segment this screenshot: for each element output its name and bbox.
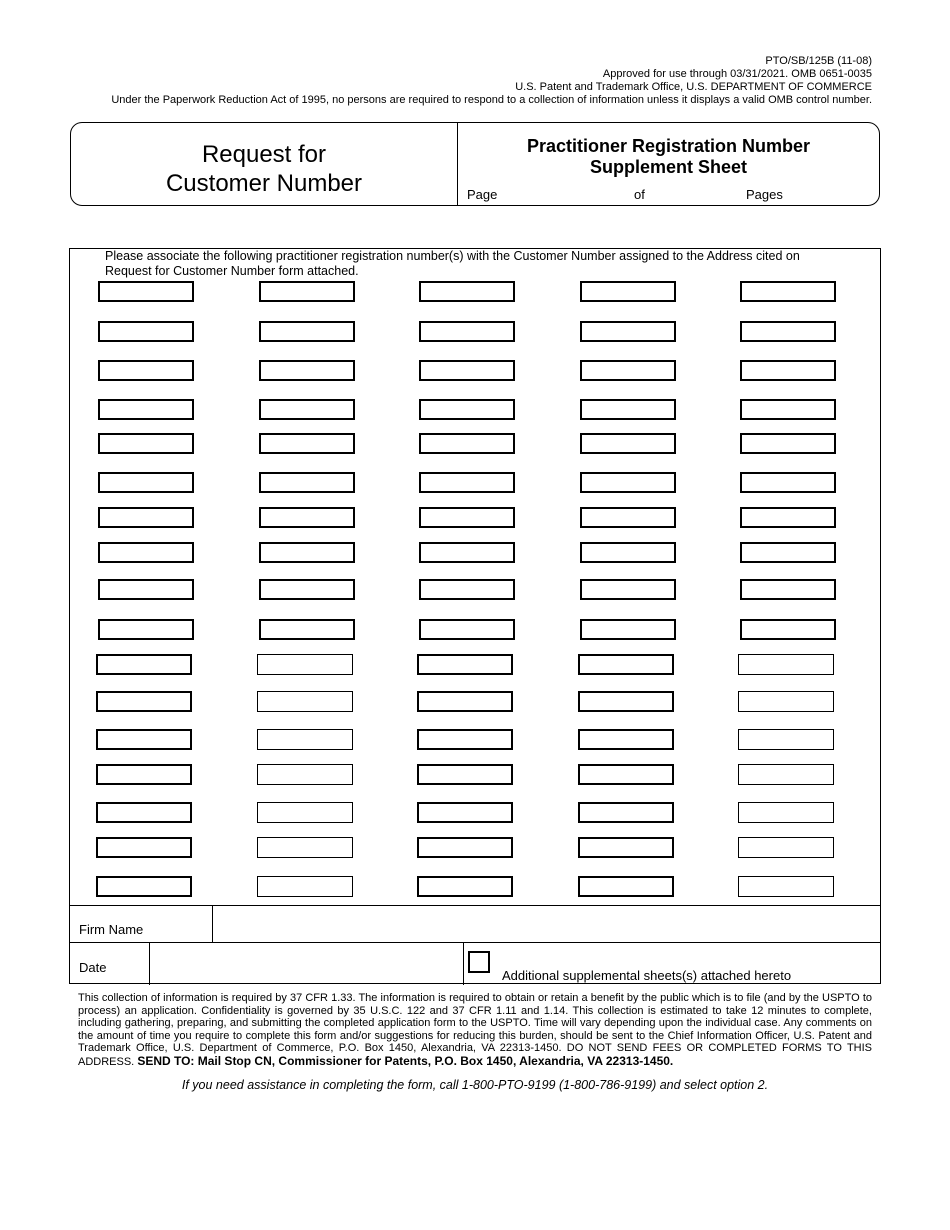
registration-number-input[interactable] <box>740 472 836 493</box>
divider <box>463 943 464 985</box>
paperwork-notice: Under the Paperwork Reduction Act of 1995, no persons are required to respond to a collection of information unless it displays a valid OMB control number. <box>111 94 872 106</box>
date-row <box>70 942 880 984</box>
firm-name-label: Firm Name <box>79 922 144 937</box>
registration-number-input[interactable] <box>738 837 834 858</box>
registration-number-input[interactable] <box>419 321 515 342</box>
registration-number-input[interactable] <box>259 433 355 454</box>
registration-number-input[interactable] <box>578 802 674 823</box>
registration-number-input[interactable] <box>740 507 836 528</box>
registration-number-input[interactable] <box>580 281 676 302</box>
registration-number-input[interactable] <box>417 764 513 785</box>
registration-number-input[interactable] <box>96 764 192 785</box>
registration-number-input[interactable] <box>96 802 192 823</box>
title-left-panel <box>71 123 458 205</box>
registration-number-input[interactable] <box>580 619 676 640</box>
burden-text: This collection of information is required by 37 CFR 1.33. The information is required to obtain or retain a benefit by the public which is to file (and by the USPTO to process) an application. Confidentiality is governed by 35 U.S.C. 122 and 37 CFR 1.11 and 1.14. This collection is estimated to take 12 minutes to complete, including gathering, preparing, and submitting the completed application form to the USPTO. Time will vary depending upon the individual case. Any comments on the amount of time you require to complete this form and/or suggestions for reducing this burden, should be sent to the Chief Information Officer, U.S. Patent and Trademark Office, U.S. Department of Commerce, P.O. Box 1450, Alexandria, VA 22313-1450. DO NOT SEND FEES OR COMPLETED FORMS TO THIS ADDRESS. <box>78 992 872 1068</box>
registration-number-input[interactable] <box>419 472 515 493</box>
registration-number-input[interactable] <box>98 542 194 563</box>
registration-number-input[interactable] <box>419 507 515 528</box>
registration-number-input[interactable] <box>259 619 355 640</box>
form-title <box>71 140 457 198</box>
firm-name-input[interactable] <box>213 907 880 942</box>
registration-number-input[interactable] <box>259 472 355 493</box>
agency-text: U.S. Patent and Trademark Office, U.S. DEPARTMENT OF COMMERCE <box>515 81 872 93</box>
registration-number-input[interactable] <box>419 399 515 420</box>
registration-number-input[interactable] <box>578 837 674 858</box>
title-box <box>70 122 880 206</box>
registration-number-input[interactable] <box>738 654 834 675</box>
registration-number-input[interactable] <box>259 399 355 420</box>
registration-number-input[interactable] <box>578 691 674 712</box>
registration-number-input[interactable] <box>740 619 836 640</box>
registration-number-input[interactable] <box>580 542 676 563</box>
registration-number-input[interactable] <box>740 321 836 342</box>
pages-label: Pages <box>746 187 783 202</box>
registration-number-input[interactable] <box>259 579 355 600</box>
registration-number-input[interactable] <box>98 507 194 528</box>
form-title-line1: Request for <box>201 141 327 168</box>
registration-number-input[interactable] <box>417 654 513 675</box>
registration-number-input[interactable] <box>98 399 194 420</box>
registration-number-input[interactable] <box>578 729 674 750</box>
additional-sheets-checkbox[interactable] <box>468 951 490 973</box>
registration-number-input[interactable] <box>257 729 353 750</box>
registration-number-input[interactable] <box>417 691 513 712</box>
registration-number-input[interactable] <box>98 321 194 342</box>
registration-number-input[interactable] <box>259 321 355 342</box>
assistance-text: If you need assistance in completing the form, call 1-800-PTO-9199 (1-800-786-9199) and select option 2. <box>181 1078 769 1092</box>
registration-number-input[interactable] <box>580 472 676 493</box>
registration-number-input[interactable] <box>740 579 836 600</box>
registration-number-input[interactable] <box>419 542 515 563</box>
sheet-title-line2: Supplement Sheet <box>589 157 748 177</box>
sheet-title-line1: Practitioner Registration Number <box>526 136 811 156</box>
registration-number-input[interactable] <box>740 399 836 420</box>
registration-number-input[interactable] <box>417 837 513 858</box>
registration-number-input[interactable] <box>419 360 515 381</box>
registration-number-input[interactable] <box>738 729 834 750</box>
registration-number-input[interactable] <box>419 281 515 302</box>
registration-number-input[interactable] <box>578 654 674 675</box>
form-title-line2: Customer Number <box>165 170 363 197</box>
registration-number-input[interactable] <box>419 433 515 454</box>
registration-number-input[interactable] <box>580 399 676 420</box>
registration-number-input[interactable] <box>738 802 834 823</box>
registration-grid-section <box>69 248 881 984</box>
registration-number-input[interactable] <box>259 542 355 563</box>
registration-number-input[interactable] <box>580 433 676 454</box>
burden-statement <box>78 992 872 1069</box>
registration-number-input[interactable] <box>417 729 513 750</box>
of-label: of <box>634 187 645 202</box>
registration-number-input[interactable] <box>580 321 676 342</box>
send-to-text: SEND TO: Mail Stop CN, Commissioner for Patents, P.O. Box 1450, Alexandria, VA 22313-1450. <box>137 1053 674 1068</box>
registration-number-input[interactable] <box>96 691 192 712</box>
registration-number-input[interactable] <box>738 876 834 897</box>
registration-number-input[interactable] <box>419 579 515 600</box>
registration-number-input[interactable] <box>578 764 674 785</box>
registration-number-input[interactable] <box>96 729 192 750</box>
registration-number-input[interactable] <box>417 802 513 823</box>
registration-number-input[interactable] <box>98 281 194 302</box>
page-label: Page <box>467 187 498 202</box>
registration-number-input[interactable] <box>259 360 355 381</box>
registration-number-input[interactable] <box>98 579 194 600</box>
registration-number-input[interactable] <box>96 654 192 675</box>
registration-number-input[interactable] <box>257 654 353 675</box>
registration-number-input[interactable] <box>580 360 676 381</box>
registration-number-input[interactable] <box>98 433 194 454</box>
registration-number-input[interactable] <box>580 579 676 600</box>
registration-number-input[interactable] <box>96 876 192 897</box>
registration-number-input[interactable] <box>257 802 353 823</box>
registration-number-input[interactable] <box>419 619 515 640</box>
registration-number-input[interactable] <box>259 507 355 528</box>
additional-sheets-label: Additional supplemental sheets(s) attached hereto <box>502 968 792 983</box>
date-input[interactable] <box>150 944 462 984</box>
registration-number-input[interactable] <box>578 876 674 897</box>
registration-number-input[interactable] <box>580 507 676 528</box>
registration-number-input[interactable] <box>96 837 192 858</box>
registration-number-input[interactable] <box>738 691 834 712</box>
registration-number-input[interactable] <box>259 281 355 302</box>
instructions-text: Please associate the following practitioner registration number(s) with the Customer Number assigned to the Address cited on Request for Customer Number form attached. <box>105 249 800 278</box>
registration-number-input[interactable] <box>98 360 194 381</box>
firm-name-row <box>70 905 880 942</box>
date-label: Date <box>79 960 107 975</box>
registration-number-input[interactable] <box>98 619 194 640</box>
registration-number-input[interactable] <box>740 281 836 302</box>
registration-number-input[interactable] <box>417 876 513 897</box>
registration-number-input[interactable] <box>740 360 836 381</box>
registration-number-input[interactable] <box>257 837 353 858</box>
registration-number-input[interactable] <box>740 542 836 563</box>
registration-number-input[interactable] <box>257 691 353 712</box>
form-number: PTO/SB/125B (11-08) <box>765 55 872 67</box>
sheet-title <box>458 136 879 178</box>
registration-number-input[interactable] <box>257 764 353 785</box>
registration-number-input[interactable] <box>740 433 836 454</box>
registration-number-input[interactable] <box>98 472 194 493</box>
registration-number-input[interactable] <box>738 764 834 785</box>
form-header-meta <box>111 55 872 107</box>
approval-text: Approved for use through 03/31/2021. OMB 0651-0035 <box>602 68 872 80</box>
registration-number-input[interactable] <box>257 876 353 897</box>
